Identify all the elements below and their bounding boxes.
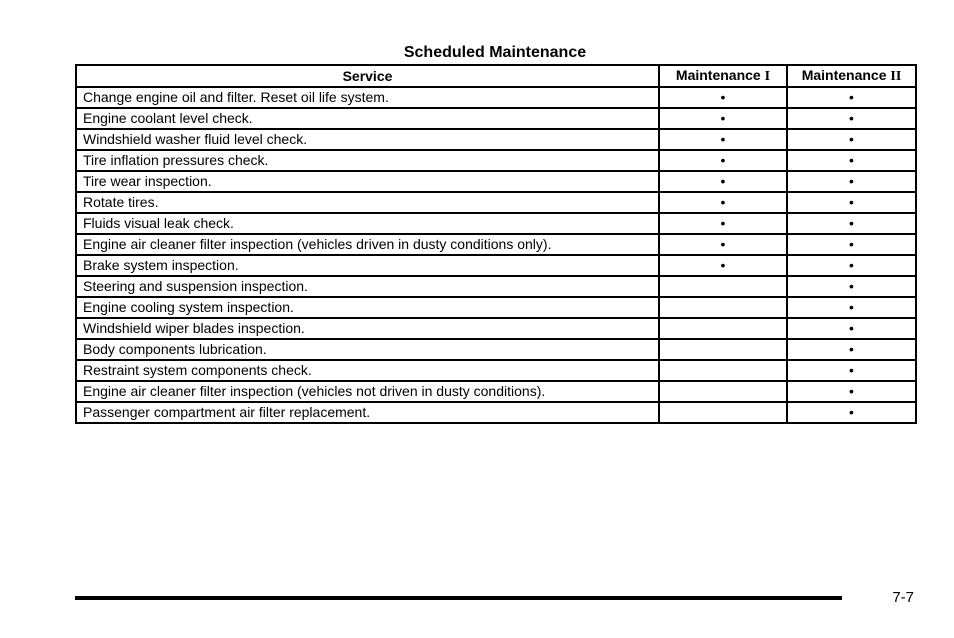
bullet-mark: • [849, 257, 854, 273]
table-title: Scheduled Maintenance [403, 44, 587, 61]
service-cell: Windshield wiper blades inspection. [76, 318, 659, 339]
maintenance-1-cell [659, 381, 787, 402]
bullet-mark: • [720, 257, 726, 273]
maintenance-2-cell [787, 213, 916, 234]
service-cell: Windshield washer fluid level check. [76, 129, 659, 150]
service-cell: Tire inflation pressures check. [76, 150, 659, 171]
bullet-mark: • [720, 131, 726, 147]
maintenance-1-cell [659, 318, 787, 339]
bullet-mark: • [720, 152, 726, 168]
service-cell: Body components lubrication. [76, 339, 659, 360]
service-cell: Brake system inspection. [76, 255, 659, 276]
bullet-mark: • [849, 404, 854, 420]
table-body [76, 87, 916, 423]
maintenance-2-cell [787, 87, 916, 108]
maintenance-2-cell [787, 276, 916, 297]
maintenance-2-cell [787, 129, 916, 150]
table-row [76, 87, 916, 108]
service-cell: Passenger compartment air filter replacement. [76, 402, 659, 423]
bullet-mark: • [849, 320, 854, 336]
service-cell: Tire wear inspection. [76, 171, 659, 192]
maintenance-2-cell [787, 108, 916, 129]
service-cell: Steering and suspension inspection. [76, 276, 659, 297]
bullet-mark: • [720, 215, 726, 231]
table-row [76, 339, 916, 360]
maintenance-table [75, 64, 917, 424]
maintenance-1-cell [659, 192, 787, 213]
column-header-maintenance-2 [787, 65, 916, 87]
table-row [76, 150, 916, 171]
service-cell: Engine coolant level check. [76, 108, 659, 129]
bullet-mark: • [849, 173, 854, 189]
bullet-mark: • [849, 194, 854, 210]
maintenance-1-cell [659, 87, 787, 108]
maintenance-1-cell [659, 255, 787, 276]
maintenance-1-cell [659, 129, 787, 150]
page-number: 7-7 [892, 589, 914, 606]
maintenance-2-cell [787, 255, 916, 276]
table-row [76, 108, 916, 129]
bullet-mark: • [849, 215, 854, 231]
maintenance-2-cell [787, 171, 916, 192]
table-row [76, 276, 916, 297]
table-header-row [76, 65, 916, 87]
maintenance-2-numeral: II [890, 69, 902, 84]
bullet-mark: • [720, 89, 726, 105]
maintenance-1-cell [659, 171, 787, 192]
table-row [76, 318, 916, 339]
column-header-service: Service [76, 65, 659, 87]
maintenance-2-cell [787, 150, 916, 171]
bullet-mark: • [849, 362, 854, 378]
maintenance-2-cell [787, 381, 916, 402]
maintenance-1-cell [659, 276, 787, 297]
maintenance-2-cell [787, 360, 916, 381]
maintenance-2-cell [787, 297, 916, 318]
maintenance-1-cell [659, 297, 787, 318]
bullet-mark: • [849, 131, 854, 147]
bullet-mark: • [720, 194, 726, 210]
service-cell: Change engine oil and filter. Reset oil life system. [76, 87, 659, 108]
table-row [76, 234, 916, 255]
table-row [76, 129, 916, 150]
bullet-mark: • [849, 236, 854, 252]
service-cell: Rotate tires. [76, 192, 659, 213]
maintenance-1-cell [659, 234, 787, 255]
table-row [76, 360, 916, 381]
bullet-mark: • [849, 299, 854, 315]
maintenance-1-cell [659, 213, 787, 234]
table-row [76, 192, 916, 213]
maintenance-2-cell [787, 339, 916, 360]
bullet-mark: • [849, 278, 854, 294]
bullet-mark: • [720, 110, 726, 126]
table-row [76, 171, 916, 192]
table-row [76, 402, 916, 423]
bullet-mark: • [720, 236, 726, 252]
maintenance-1-numeral: I [764, 69, 771, 84]
service-cell: Fluids visual leak check. [76, 213, 659, 234]
maintenance-2-label: Maintenance [801, 67, 887, 83]
maintenance-1-label: Maintenance [675, 67, 761, 83]
table-row [76, 381, 916, 402]
service-cell: Engine air cleaner filter inspection (vehicles driven in dusty conditions only). [76, 234, 659, 255]
service-cell: Restraint system components check. [76, 360, 659, 381]
maintenance-1-cell [659, 339, 787, 360]
table-row [76, 255, 916, 276]
maintenance-1-cell [659, 108, 787, 129]
bullet-mark: • [720, 173, 726, 189]
table-row [76, 297, 916, 318]
maintenance-2-cell [787, 402, 916, 423]
bullet-mark: • [849, 110, 854, 126]
maintenance-2-cell [787, 192, 916, 213]
bullet-mark: • [849, 383, 854, 399]
maintenance-1-cell [659, 360, 787, 381]
maintenance-1-cell [659, 150, 787, 171]
table-row [76, 213, 916, 234]
bullet-mark: • [849, 341, 854, 357]
service-cell: Engine air cleaner filter inspection (vehicles not driven in dusty conditions). [76, 381, 659, 402]
maintenance-2-cell [787, 234, 916, 255]
maintenance-1-cell [659, 402, 787, 423]
service-cell: Engine cooling system inspection. [76, 297, 659, 318]
bullet-mark: • [849, 152, 854, 168]
bullet-mark: • [849, 89, 854, 105]
maintenance-2-cell [787, 318, 916, 339]
footer-rule [75, 596, 842, 600]
column-header-maintenance-1 [659, 65, 787, 87]
